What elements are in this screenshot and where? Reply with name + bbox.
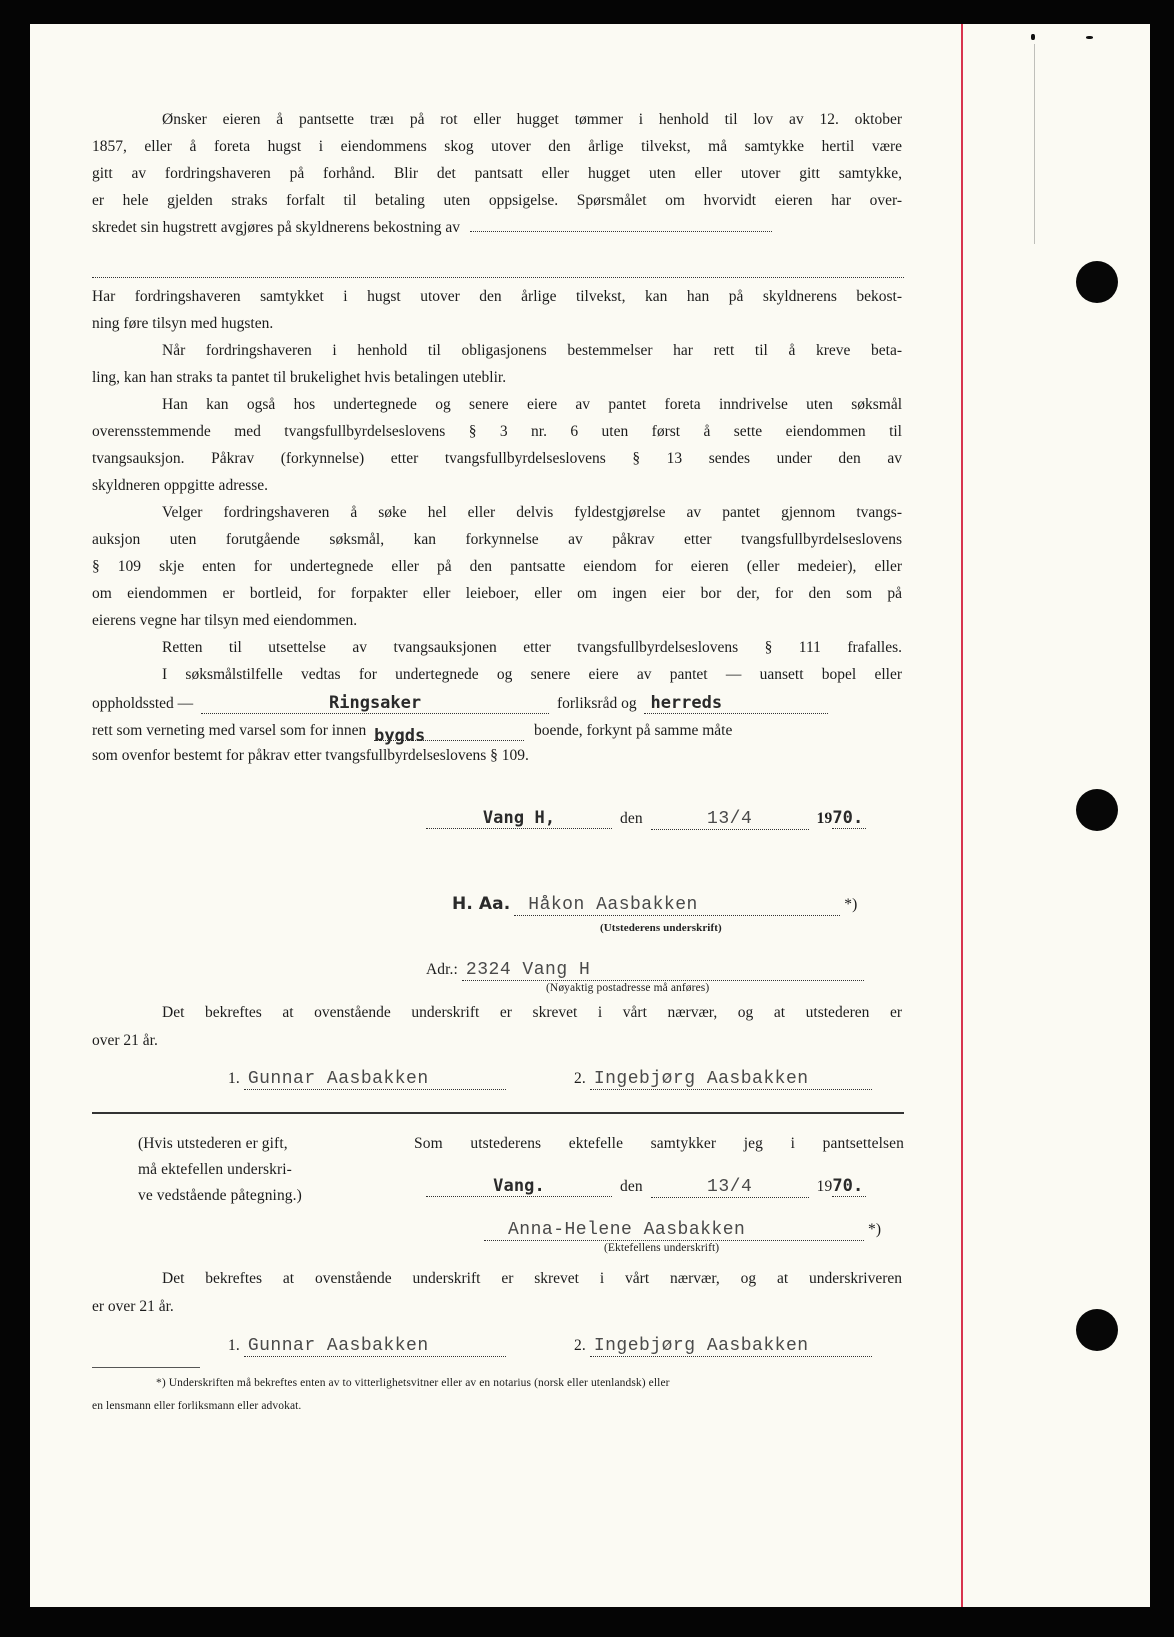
document-page [30, 24, 1150, 1607]
den-label: den [619, 810, 643, 827]
text-line [92, 219, 902, 239]
punch-hole [1076, 1309, 1118, 1351]
issuer-signature-caption: (Utstederens underskrift) [600, 922, 722, 934]
text-line: § 109 skje enten for undertegnede eller på den pantsatte eiendom for eieren (eller medeier), eller [92, 558, 902, 575]
text-line: ning føre tilsyn med hugsten. [92, 315, 274, 332]
text: boende, forkynt på samme måte [533, 722, 733, 739]
issuer-year-value: 70. [832, 808, 864, 828]
punch-hole [1076, 261, 1118, 303]
witness-number: 2. [574, 1337, 586, 1354]
spouse-year-field[interactable] [832, 1176, 866, 1197]
text-line: over 21 år. [92, 1032, 158, 1049]
text-line: 1857, eller å foreta hugst i eiendommens skog utover den årlige tilvekst, må samtykke hertil være [92, 138, 902, 155]
text: skredet sin hugstrett avgjøres på skyldnerens bekostning av [92, 219, 461, 236]
innen-value: bygds [374, 726, 426, 746]
spouse-signature-value: Anna-Helene Aasbakken [508, 1220, 746, 1240]
spouse-date-value: 13/4 [707, 1177, 753, 1197]
text-line: er hele gjelden straks forfalt til betaling uten oppsigelse. Spørsmålet om hvorvidt eieren har over- [92, 192, 902, 209]
text-line: Det bekreftes at ovenstående underskrift er skrevet i vårt nærvær, og at utstederen er [162, 1004, 902, 1021]
address-line [426, 960, 864, 981]
text-line: eierens vegne har tilsyn med eiendommen. [92, 612, 358, 629]
red-margin-line [961, 24, 963, 1607]
spouse-place-field[interactable] [426, 1176, 612, 1197]
hugstrett-field[interactable] [470, 231, 772, 232]
text-line: overensstemmende med tvangsfullbyrdelseslovens § 3 nr. 6 uten først å sette eiendommen til [92, 423, 902, 440]
spouse-date-field[interactable] [651, 1177, 809, 1198]
spouse-date-line [426, 1176, 866, 1198]
issuer-initials: H. Aa. [452, 894, 511, 914]
asterisk: *) [844, 896, 858, 913]
text-line: Når fordringshaveren i henhold til obligasjonens bestemmelser har rett til å kreve beta- [162, 342, 902, 359]
address-field[interactable] [462, 960, 864, 981]
text-line: ling, kan han straks ta pantet til brukelighet hvis betalingen uteblir. [92, 369, 507, 386]
text-line: Han kan også hos undertegnede og senere eiere av pantet foreta inndrivelse uten søksmål [162, 396, 902, 413]
rett-field[interactable] [644, 693, 828, 714]
witness-2-line [574, 1336, 872, 1357]
issuer-signature-line [452, 894, 857, 916]
issuer-date-line [426, 808, 866, 830]
spouse-note-line: må ektefellen underskri- [138, 1161, 292, 1178]
year-prefix: 19 [816, 810, 833, 827]
witness-number: 1. [228, 1337, 240, 1354]
witness-number: 2. [574, 1070, 586, 1087]
issuer-place-field[interactable] [426, 808, 612, 829]
punch-hole [1076, 789, 1118, 831]
text-line: Velger fordringshaveren å søke hel eller delvis fyldestgjørelse av pantet gjennom tvangs- [162, 504, 902, 521]
issuer-date-value: 13/4 [707, 809, 753, 829]
spouse-note-line: (Hvis utstederen er gift, [138, 1135, 288, 1152]
text-line: Det bekreftes at ovenstående underskrift er skrevet i vårt nærvær, og at underskriveren [162, 1270, 902, 1287]
text-line: auksjon uten forutgående søksmål, kan forkynnelse av påkrav etter tvangsfullbyrdelseslovens [92, 531, 902, 548]
footnote-line: *) Underskriften må bekreftes enten av to vitterlighetsvitner eller av en notarius (norsk eller utenlandsk) eller [156, 1377, 670, 1389]
witness-1-line [228, 1069, 506, 1090]
scan-speck [1086, 36, 1093, 39]
witness-1-field[interactable] [244, 1069, 506, 1090]
witness-2-line [574, 1069, 872, 1090]
issuer-year-field[interactable] [832, 808, 866, 829]
text-line: Retten til utsettelse av tvangsauksjonen etter tvangsfullbyrdelseslovens § 111 frafalles. [162, 639, 902, 656]
issuer-date-field[interactable] [651, 809, 809, 830]
forliksraad-value: Ringsaker [329, 693, 422, 713]
text: forliksråd og [556, 695, 637, 712]
address-label: Adr.: [426, 961, 458, 978]
text-line: Ønsker eieren å pantsette træı på rot eller hugget tømmer i henhold til lov av 12. oktober [162, 111, 902, 128]
verneting-line [92, 693, 902, 713]
spouse-note-line: ve vedstående påtegning.) [138, 1187, 302, 1204]
spouse-signature-field[interactable] [484, 1220, 864, 1241]
asterisk: *) [867, 1221, 882, 1238]
den-label: den [619, 1178, 643, 1195]
spouse-signature-line [484, 1220, 881, 1241]
witness-1-name: Gunnar Aasbakken [247, 1069, 429, 1089]
spouse-year-value: 70. [832, 1176, 864, 1196]
text-line: I søksmålstilfelle vedtas for undertegnede og senere eiere av pantet — uansett bopel eller [162, 666, 902, 683]
issuer-place-value: Vang H, [482, 808, 556, 828]
text-line: om eiendommen er bortleid, for forpakter eller leieboer, eller om ingen eier bor der, for den som på [92, 585, 902, 602]
text-line: skyldneren oppgitte adresse. [92, 477, 269, 494]
address-caption: (Nøyaktig postadresse må anføres) [546, 982, 710, 994]
issuer-signature-field[interactable] [514, 895, 840, 916]
innen-field[interactable] [374, 720, 524, 746]
issuer-signature-value: Håkon Aasbakken [528, 895, 698, 915]
footnote-rule [92, 1367, 200, 1368]
footnote-line: en lensmann eller forliksmann eller advokat. [92, 1400, 302, 1412]
spouse-signature-caption: (Ektefellens underskrift) [604, 1242, 720, 1254]
witness-number: 1. [228, 1070, 240, 1087]
year-prefix: 19 [816, 1178, 833, 1195]
text: oppholdssted — [92, 695, 194, 712]
witness-1-field[interactable] [244, 1336, 506, 1357]
witness-2-field[interactable] [590, 1069, 872, 1090]
witness-1-line [228, 1336, 506, 1357]
witness-2-name: Ingebjørg Aasbakken [593, 1069, 809, 1089]
section-divider [92, 1112, 904, 1114]
hugstrett-field-continued[interactable] [92, 259, 904, 278]
text-line: som ovenfor bestemt for påkrav etter tvangsfullbyrdelseslovens § 109. [92, 747, 529, 764]
forliksraad-field[interactable] [201, 693, 549, 714]
scan-speck [1031, 34, 1035, 40]
text-line: Har fordringshaveren samtykket i hugst utover den årlige tilvekst, kan han på skyldnerens bekost- [92, 288, 902, 305]
rett-value: herreds [650, 693, 723, 713]
text: rett som verneting med varsel som for innen [92, 722, 367, 739]
verneting-line [92, 720, 902, 746]
text-line: gitt av fordringshaveren på forhånd. Blir det pantsatt eller hugget uten eller utover gitt samtykke, [92, 165, 902, 182]
text-line: er over 21 år. [92, 1298, 174, 1315]
witness-2-field[interactable] [590, 1336, 872, 1357]
paper-crease [1034, 44, 1035, 244]
spouse-consent: Som utstederens ektefelle samtykker jeg i pantsettelsen [414, 1135, 904, 1152]
spouse-place-value: Vang. [493, 1176, 545, 1196]
witness-2-name: Ingebjørg Aasbakken [593, 1336, 809, 1356]
text-line: tvangsauksjon. Påkrav (forkynnelse) etter tvangsfullbyrdelseslovens § 13 sendes under den av [92, 450, 902, 467]
witness-1-name: Gunnar Aasbakken [247, 1336, 429, 1356]
address-value: 2324 Vang H [465, 960, 591, 980]
